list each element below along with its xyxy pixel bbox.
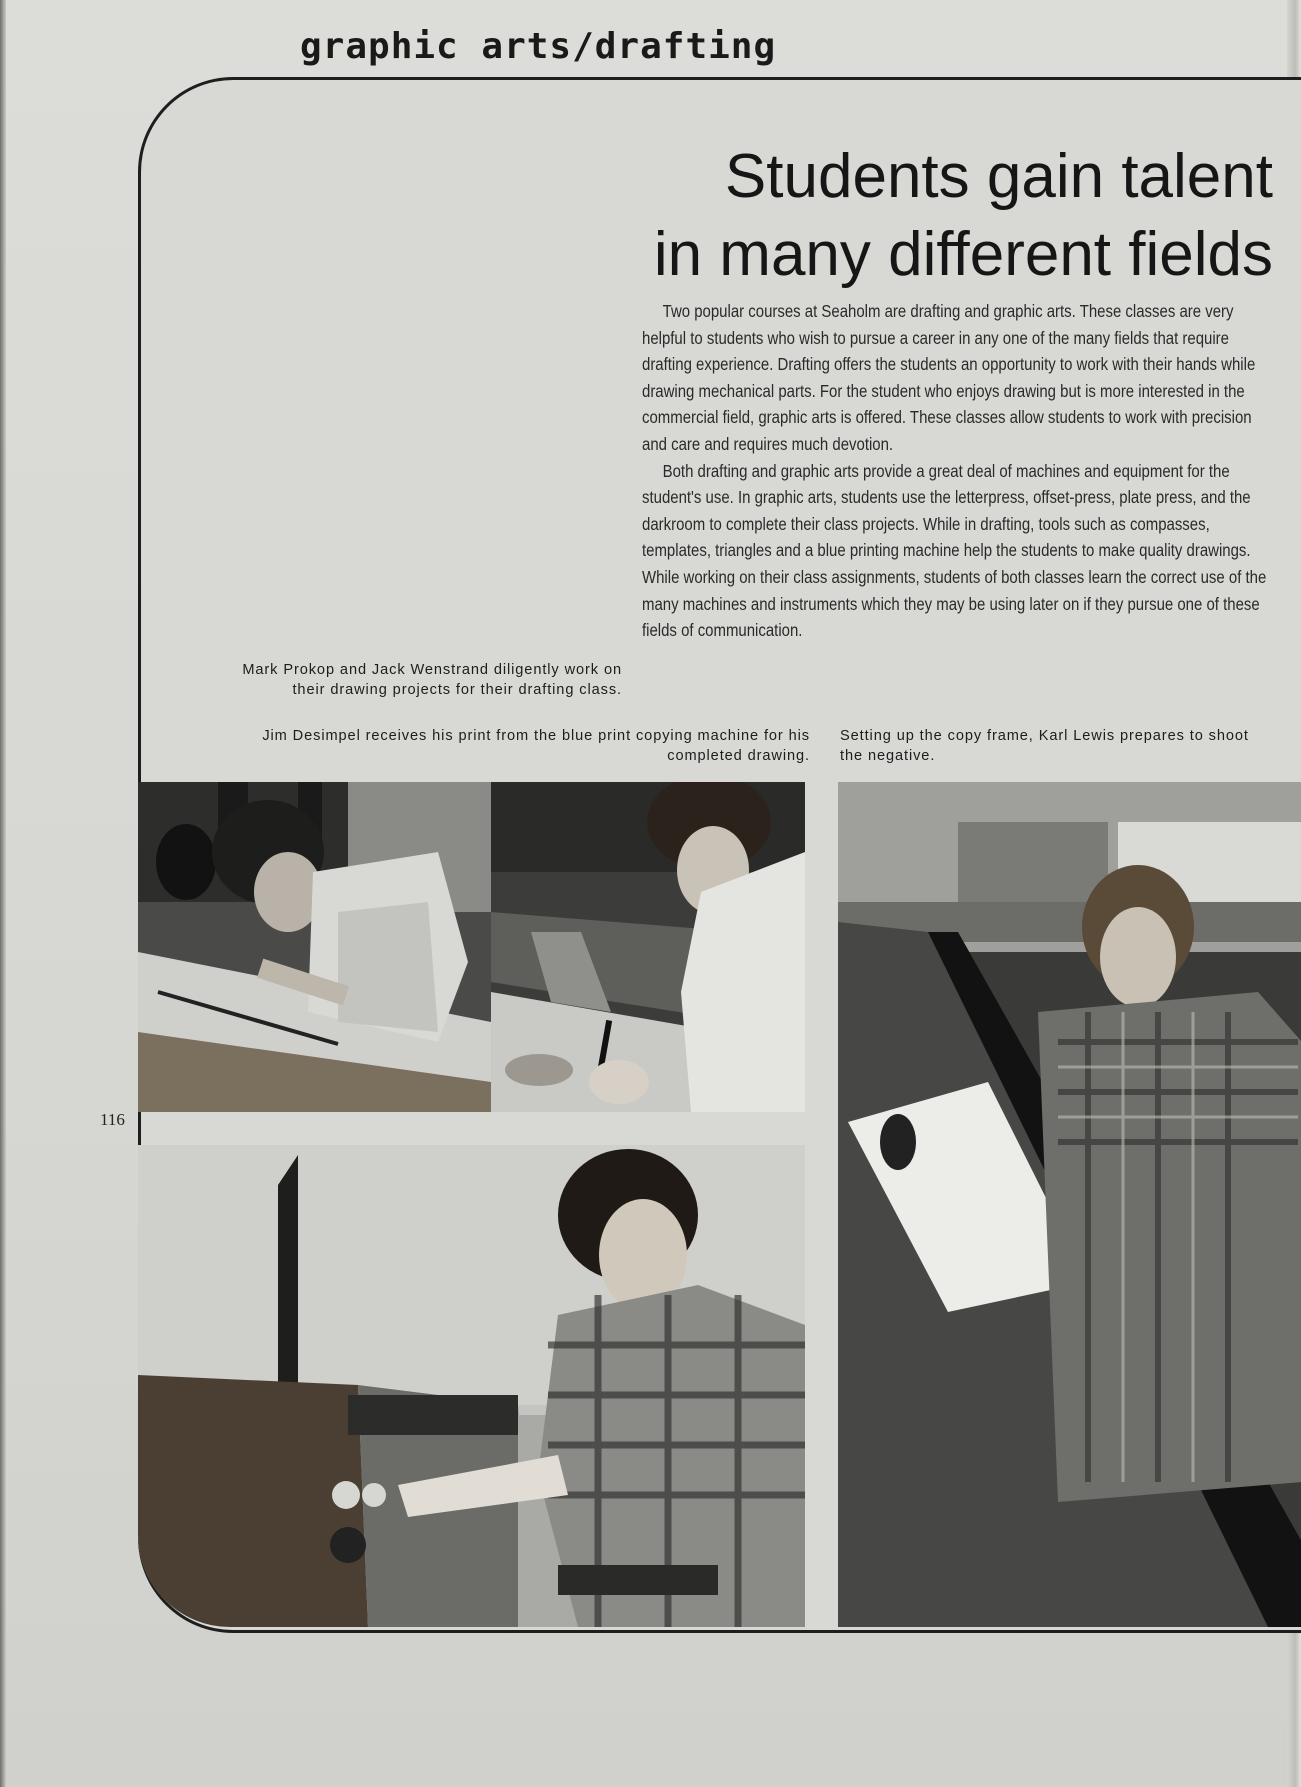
photo-blue-print-student xyxy=(491,782,805,1112)
photo-copy-frame xyxy=(838,782,1301,1627)
article-paragraph: Both drafting and graphic arts provide a great deal of machines and equipment for the student's use. In graphic arts, students use the letterpress, offset-press, plate press, and the darkroom to complete their class projects. While in drafting, tools such as compasses, templates, triangles and a blue printing machine help the students to make quality drawings. While working on their class assignments, students of both classes learn the correct use of the many machines and instruments which they may be using later on if they pursue one of these fields of communication. xyxy=(642,460,1267,641)
caption-copy-frame: Setting up the copy frame, Karl Lewis prepares to shoot the negative. xyxy=(840,728,1249,764)
photo-copying-machine xyxy=(138,1145,805,1627)
article-paragraph: Two popular courses at Seaholm are drafting and graphic arts. These classes are very helpful to students who wish to pursue a career in any one of the many fields that require drafting experience. Drafting offers the students an opportunity to work with their hands while drawing mechanical parts. For the student who enjoys drawing but is more interested in the commercial field, graphic arts is offered. These classes allow students to work with precision and care and requires much devotion. xyxy=(642,301,1256,454)
headline-line-1: Students gain talent xyxy=(724,142,1273,211)
headline xyxy=(593,138,1273,294)
headline-line-2: in many different fields xyxy=(653,220,1273,289)
caption-drafting-class: Mark Prokop and Jack Wenstrand diligently work on their drawing projects for their drafting class. xyxy=(242,662,622,698)
article-body xyxy=(642,298,1278,644)
photo-drafting-students xyxy=(138,782,491,1112)
page-number: 116 xyxy=(100,1110,125,1129)
section-label: graphic arts/drafting xyxy=(300,26,777,67)
caption-blue-print: Jim Desimpel receives his print from the blue print copying machine for his completed drawing. xyxy=(262,728,810,764)
page-edge-shadow xyxy=(0,0,6,1787)
